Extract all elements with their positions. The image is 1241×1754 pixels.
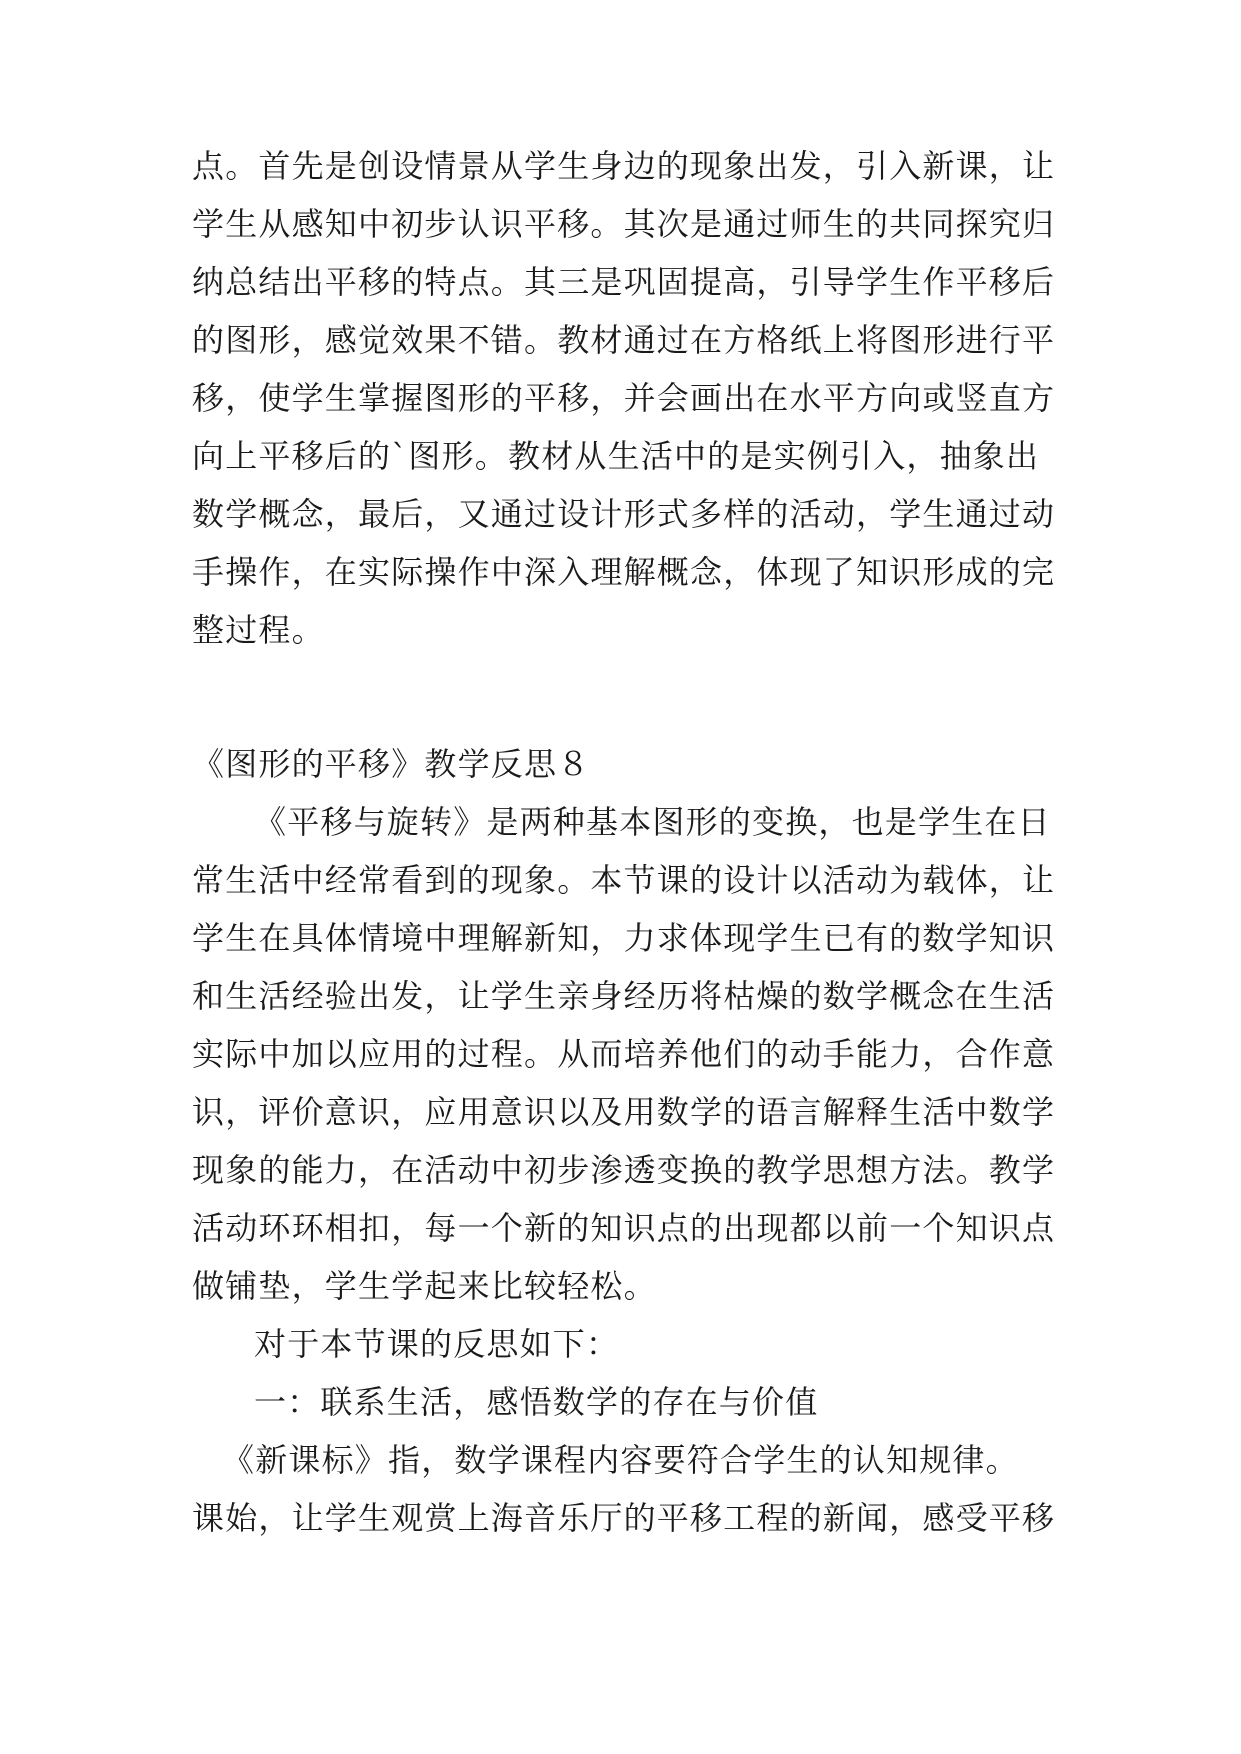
paragraph-line: 做铺垫，学生学起来比较轻松。: [192, 1267, 657, 1305]
paragraph-line: 学生在具体情境中理解新知，力求体现学生已有的数学知识: [192, 919, 1056, 957]
paragraph-line: 学生从感知中初步认识平移。其次是通过师生的共同探究归: [192, 205, 1056, 243]
paragraph-line: 和生活经验出发，让学生亲身经历将枯燥的数学概念在生活: [192, 977, 1056, 1015]
paragraph-line: 常生活中经常看到的现象。本节课的设计以活动为载体，让: [192, 861, 1056, 899]
paragraph-line: 整过程。: [192, 611, 325, 649]
paragraph-line: 《平移与旋转》是两种基本图形的变换，也是学生在日: [254, 803, 1051, 841]
paragraph-line: 《新课标》指，数学课程内容要符合学生的认知规律。: [222, 1441, 1019, 1479]
paragraph-line: 活动环环相扣，每一个新的知识点的出现都以前一个知识点: [192, 1209, 1056, 1247]
paragraph-line: 点。首先是创设情景从学生身边的现象出发，引入新课，让: [192, 147, 1056, 185]
paragraph-line: 识，评价意识，应用意识以及用数学的语言解释生活中数学: [192, 1093, 1056, 1131]
paragraph-line: 手操作，在实际操作中深入理解概念，体现了知识形成的完: [192, 553, 1056, 591]
paragraph-line: 课始，让学生观赏上海音乐厅的平移工程的新闻，感受平移: [192, 1499, 1056, 1537]
paragraph-line: 现象的能力，在活动中初步渗透变换的教学思想方法。教学: [192, 1151, 1056, 1189]
paragraph-line: 数学概念，最后，又通过设计形式多样的活动，学生通过动: [192, 495, 1056, 533]
section-heading: 《图形的平移》教学反思８: [192, 745, 591, 783]
paragraph-line: 移，使学生掌握图形的平移，并会画出在水平方向或竖直方: [192, 379, 1056, 417]
paragraph-line: 对于本节课的反思如下：: [254, 1325, 620, 1363]
paragraph-line: 向上平移后的`图形。教材从生活中的是实例引入，抽象出: [192, 437, 1040, 475]
subheading-line: 一：联系生活，感悟数学的存在与价值: [254, 1383, 819, 1421]
paragraph-line: 实际中加以应用的过程。从而培养他们的动手能力，合作意: [192, 1035, 1056, 1073]
paragraph-line: 纳总结出平移的特点。其三是巩固提高，引导学生作平移后: [192, 263, 1056, 301]
paragraph-line: 的图形，感觉效果不错。教材通过在方格纸上将图形进行平: [192, 321, 1056, 359]
